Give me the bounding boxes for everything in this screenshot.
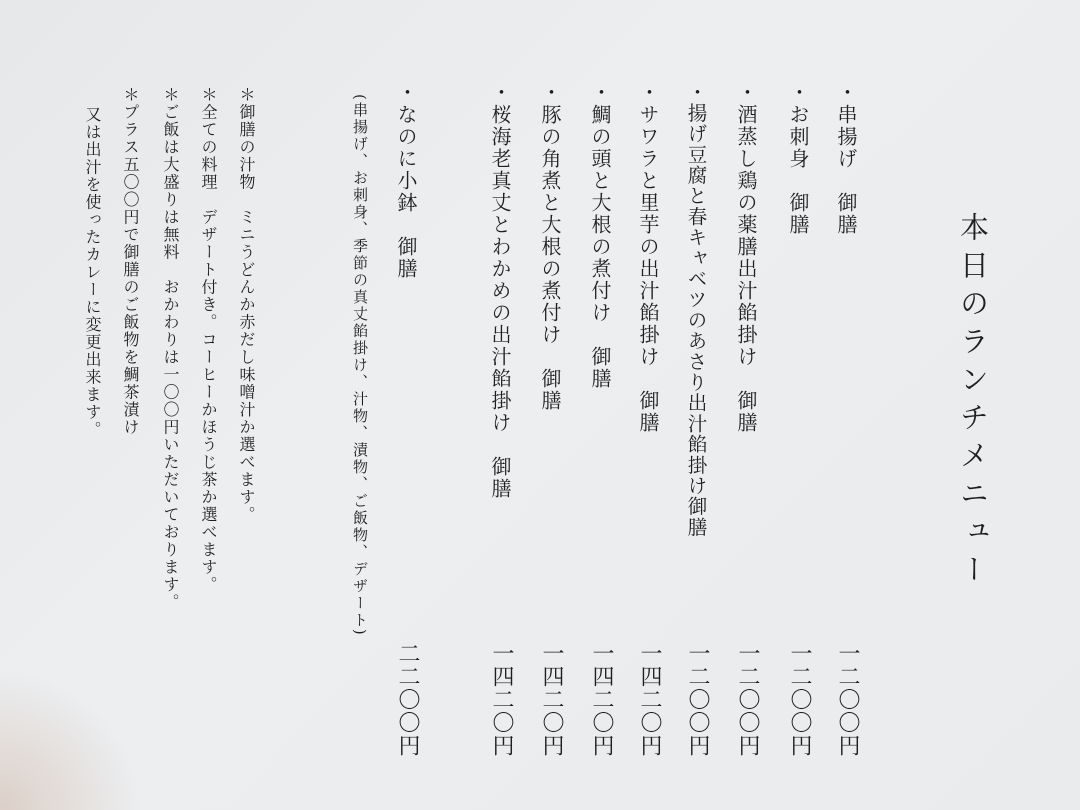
menu-item-price: 一四二〇円 [589, 642, 614, 757]
menu-item-price: 一四二〇円 [637, 642, 662, 757]
menu-title: 本日のランチメニュー [956, 212, 990, 592]
menu-item-name: ・鯛の頭と大根の煮付け 御膳 [588, 82, 612, 390]
menu-item-price: 一四二〇円 [539, 642, 564, 757]
menu-item-name: ・桜海老真丈とわかめの出汁餡掛け 御膳 [488, 82, 512, 500]
corner-shadow [0, 670, 140, 810]
menu-item-name: ・揚げ豆腐と春キャベツのあさり出汁餡掛け御膳 [684, 82, 708, 538]
note-line: 又は出汁を使ったカレーに変更出来ます。 [83, 106, 102, 439]
menu-item-name: ・サワラと里芋の出汁餡掛け 御膳 [636, 82, 660, 434]
special-item-price: 二二〇〇円 [395, 642, 420, 757]
menu-item-name: ・お刺身 御膳 [786, 82, 810, 236]
menu-item-price: 一二〇〇円 [735, 642, 760, 757]
note-line: ＊プラス五〇〇円で御膳のご飯物を鯛茶漬け [121, 86, 140, 436]
menu-item-name: ・酒蒸し鶏の薬膳出汁餡掛け 御膳 [734, 82, 758, 434]
menu-item-price: 一四二〇円 [489, 642, 514, 757]
note-line: ＊御膳の汁物 ミニうどんか赤だし味噌汁か選べます。 [237, 86, 256, 524]
special-item-contents: (串揚げ、お刺身、季節の真丈餡掛け、汁物、漬物、ご飯物、デザート) [351, 94, 369, 637]
menu-item-name: ・串揚げ 御膳 [834, 82, 858, 236]
menu-item-price: 一二〇〇円 [685, 642, 710, 757]
special-item-name: ・なのに小鉢 御膳 [394, 82, 418, 280]
menu-item-price: 一二〇〇円 [787, 642, 812, 757]
note-line: ＊ご飯は大盛りは無料 おかわりは一〇〇円いただいております。 [161, 86, 180, 611]
note-line: ＊全ての料理 デザート付き。コーヒーかほうじ茶か選べます。 [199, 86, 218, 594]
menu-item-name: ・豚の角煮と大根の煮付け 御膳 [538, 82, 562, 412]
menu-item-price: 一二〇〇円 [835, 642, 860, 757]
